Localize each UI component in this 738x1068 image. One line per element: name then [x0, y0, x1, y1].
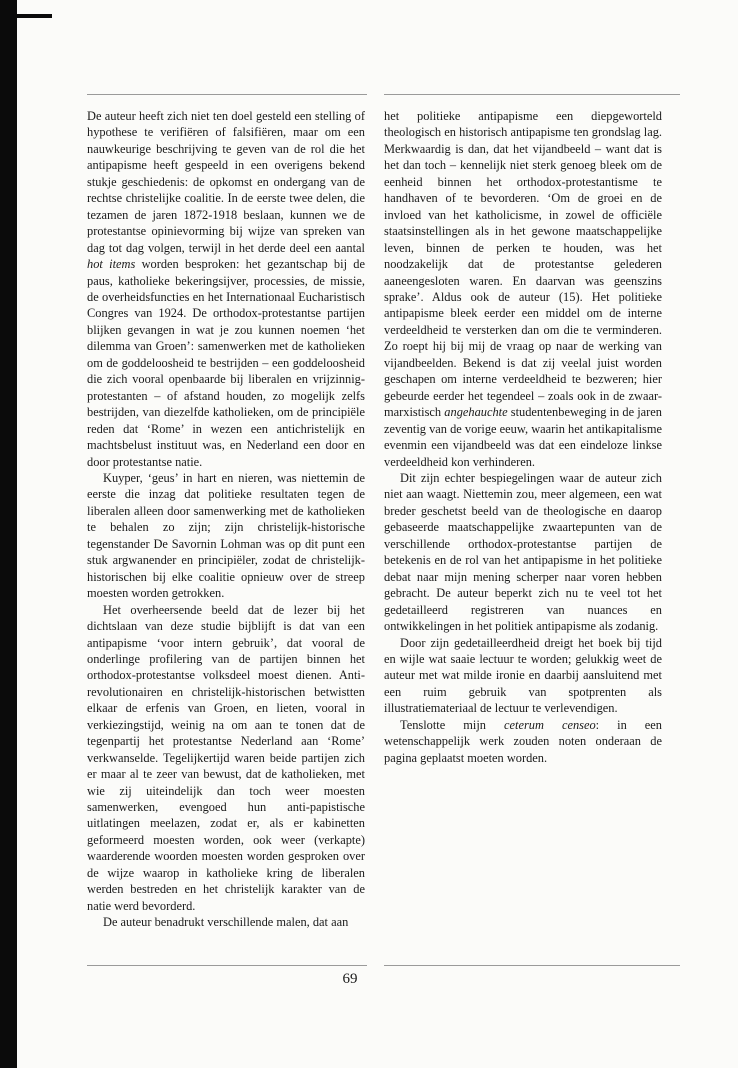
footer-rule-left — [87, 965, 367, 966]
paragraph: Door zijn gedetailleerdheid dreigt het boek bij tijd en wijle wat saaie lectuur te worden; gelukkig weet de auteur met wat milde ironie en daarbij aansluitend met een ruim gebruik van spotprenten als illustratiemateriaal de lectuur te verlevendigen. — [384, 635, 662, 716]
binding-corner-mark — [0, 14, 52, 18]
paragraph: Kuyper, ‘geus’ in hart en nieren, was niettemin de eerste die inzag dat politieke resultaten tegen de liberalen alleen door samenwerking met de katholieken te behalen zo zijn; zijn christelijk-historische tegenstander De Savornin Lohman was op dit punt een stuk argwanender en principiëler, zodat de christelijk-historischen bij elke coalitie opnieuw over de streep moesten worden getrokken. — [87, 470, 365, 601]
header-rule-left — [87, 94, 367, 95]
page-number: 69 — [342, 971, 358, 987]
footer-rule-right — [384, 965, 680, 966]
right-column — [384, 108, 662, 766]
paragraph: De auteur benadrukt verschillende malen, dat aan — [103, 915, 349, 930]
header-rule-right — [384, 94, 680, 95]
paragraph: De auteur heeft zich niet ten doel gesteld een stelling of hypothese te verifiëren of falsifiëren, maar om een nauwkeurige beschrijving te geven van de rol die het antipapisme heeft gespeeld in een overigens bekend stukje geschiedenis: de opkomst en ondergang van de rechtse christelijke coalitie. In de eerste twee delen, die tezamen de jaren 1872-1918 beslaan, kunnen we de protestantse opinievorming bij wijze van spreken van dag tot dag volgen, terwijl in het derde deel een aantal hot items worden besproken: het gezantschap bij de paus, katholieke bekeringsijver, processies, de missie, de overheidsfuncties en het Internationaal Eucharistisch Congres van 1924. De orthodox-protestantse partijen blijken gevangen in wat je zou kunnen noemen ‘het dilemma van Groen’: samenwerken met de katholieken om de goddeloosheid te bestrijden – een goddeloosheid die zich vooral openbaarde bij liberalen en vrijzinnig-protestanten – of afstand houden, zo mogelijk zelfs bestrijden, van diezelfde katholieken, om de principiële reden dat ‘Rome’ in wezen een antichristelijk en machtsbelust instituut was, en Nederland een door en door protestantse natie. — [87, 109, 365, 469]
left-column — [87, 108, 365, 931]
binding-edge — [0, 0, 17, 1068]
paragraph: het politieke antipapisme een diepgeworteld theologisch en historisch antipapisme ten grondslag lag. Merkwaardig is dan, dat het vijandbeeld – want dat is het dan toch – kennelijk niet sterk genoeg bleek om de eenheid binnen het orthodox-protestantisme te handhaven of te bevorderen. ‘Om de groei en de invloed van het katholicisme, in zowel de officiële staatsinstellingen als in het gewone maatschappelijke leven, binnen de perken te houden, was het noodzakelijk dat de protestantse gelederen aaneengesloten waren. En daarvan was geenszins sprake’. Aldus ook de auteur (15). Het politieke antipapisme bleek eerder een middel om de interne verdeeldheid te versterken dan om die te verminderen. Zo roept hij bij mij de vraag op naar de werking van vijandbeelden. Bekend is dat zij veelal juist worden geschapen om interne verdeeldheid te bezweren; hier gebeurde eerder het tegendeel – zoals ook in de zwaar-marxistisch angehauchte studentenbeweging in de jaren zeventig van de vorige eeuw, waarin het antikapitalisme evenmin een vijandbeeld was dat een eindeloze linkse verdeeldheid kon verhinderen. — [384, 109, 662, 469]
paragraph: Dit zijn echter bespiegelingen waar de auteur zich niet aan waagt. Niettemin zou, meer algemeen, een wat breder geschetst beeld van de theologische en daarop gebaseerde maatschappelijke zwaartepunten van de verschillende orthodox-protestantse partijen de betekenis en de rol van het antipapisme in het politieke debat naar mijn mening scherper naar voren hebben gebracht. De auteur beperkt zich nu te veel tot het gedetailleerd registreren van nuances en ontwikkelingen in het politiek antipapisme als zodanig. — [384, 470, 662, 634]
paragraph: Tenslotte mijn ceterum censeo: in een wetenschappelijk werk zouden noten onderaan de pagina geplaatst moeten worden. — [384, 717, 662, 765]
paragraph: Het overheersende beeld dat de lezer bij het dichtslaan van deze studie bijblijft is dat van een antipapisme ‘voor intern gebruik’, dat vooral de onderlinge profilering van de partijen binnen het orthodox-protestantse volksdeel moest dienen. Anti-revolutionairen en christelijk-historischen betwistten elkaar de erfenis van Groen, en lieten, vooral in verkiezingstijd, weinig na om aan te tonen dat de tegenpartij het protestantse Nederland aan ‘Rome’ verkwanselde. Tegelijkertijd waren beide partijen zich er maar al te zeer van bewust, dat de katholieken, met wie zij uiteindelijk dan toch weer moesten samenwerken, evengoed hun anti-papistische uitlatingen meelazen, zodat er, als er kabinetten geformeerd moesten worden, ook weer (verkapte) waarderende woorden moesten worden gesproken over de wijze waarop in katholieke kring de liberalen werden bestreden en het christelijk karakter van de natie werd bevorderd. — [87, 602, 365, 913]
